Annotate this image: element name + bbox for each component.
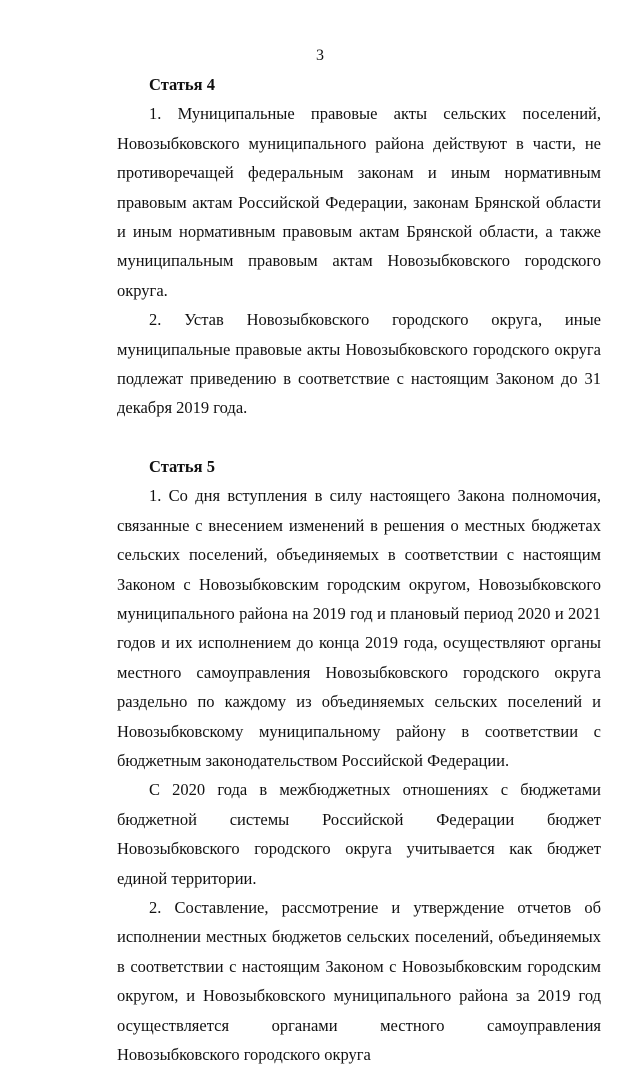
article-4-title: Статья 4 xyxy=(149,75,215,94)
article-4-paragraph-1: 1. Муниципальные правовые акты сельских поселений, Новозыбковского муниципального района действуют в части, не противоречащей федеральным законам и иным нормативным правовым актам Российской Федерации, законам Брянской области и иным нормативным правовым актам Брянской области, а также муниципальным правовым актам Новозыбковского городского округа. xyxy=(117,104,601,300)
article-5-paragraph-2: С 2020 года в межбюджетных отношениях с бюджетами бюджетной системы Российской Федерации бюджет Новозыбковского городского округа учитывается как бюджет единой территории. xyxy=(117,780,601,888)
document-body xyxy=(117,70,601,1069)
article-5-paragraph-3: 2. Составление, рассмотрение и утверждение отчетов об исполнении местных бюджетов сельских поселений, объединяемых в соответствии с настоящим Законом с Новозыбковским городским округом, и Новозыбковского муниципального района за 2019 год осуществляется органами местного самоуправления Новозыбковского городского округа xyxy=(117,897,601,1064)
page-number: 3 xyxy=(316,47,324,64)
article-5-title: Статья 5 xyxy=(149,456,215,476)
article-5-paragraph-1: 1. Со дня вступления в силу настоящего Закона полномочия, связанные с внесением изменений в решения о местных бюджетах сельских поселений, объединяемых в соответствии с настоящим Законом с Новозыбковским городским округом, Новозыбковского муниципального района на 2019 год и плановый период 2020 и 2021 годов и их исполнением до конца 2019 года, осуществляют органы местного самоуправления Новозыбковского городского округа раздельно по каждому из объединяемых сельских поселений и Новозыбковскому муниципальному району в соответствии с бюджетным законодательством Российской Федерации. xyxy=(117,486,601,770)
article-spacer xyxy=(117,423,601,452)
article-4-paragraph-2: 2. Устав Новозыбковского городского округа, иные муниципальные правовые акты Новозыбковского городского округа подлежат приведению в соответствие с настоящим Законом до 31 декабря 2019 года. xyxy=(117,310,601,418)
